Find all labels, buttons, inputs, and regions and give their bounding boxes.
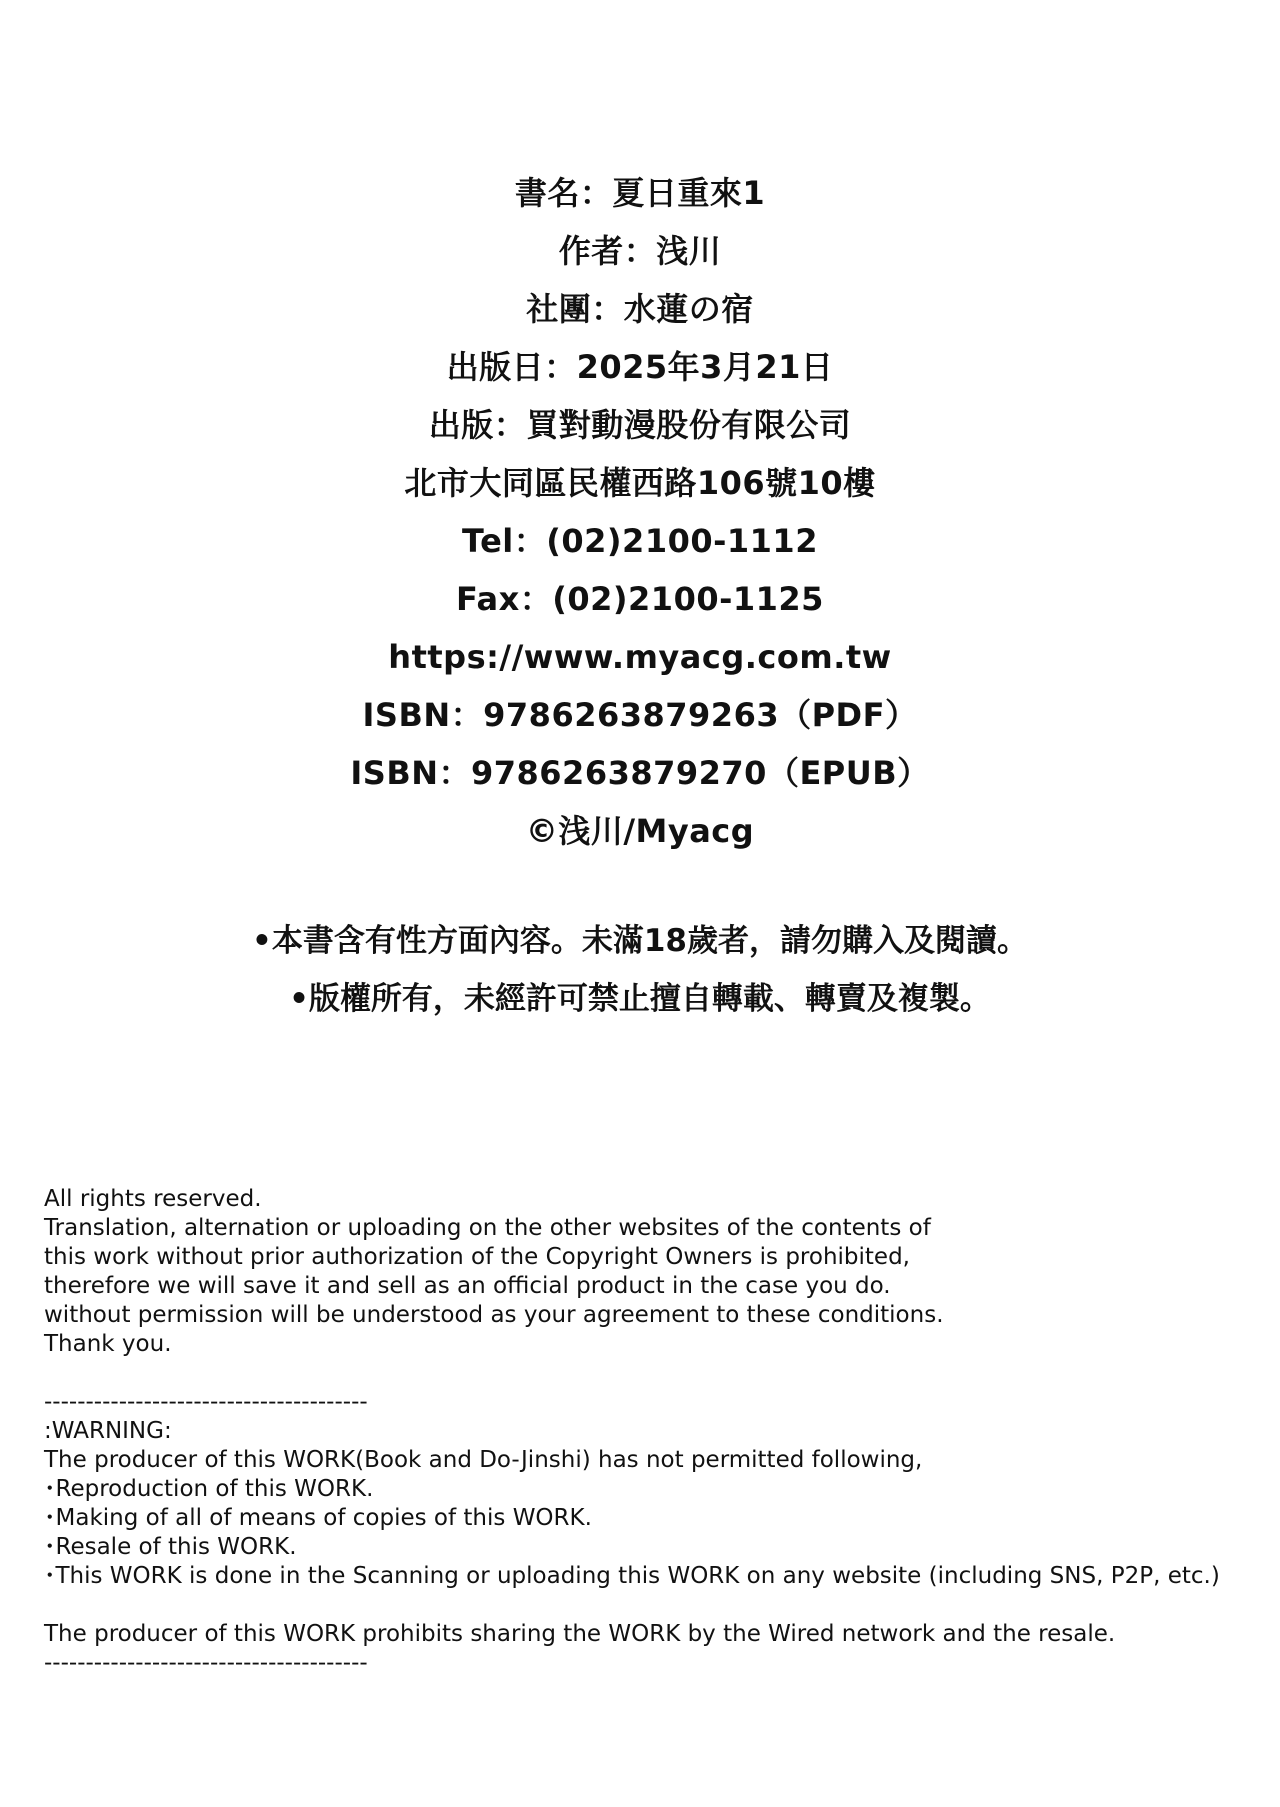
isbn-epub: ISBN：9786263879270（EPUB）	[350, 754, 930, 792]
separator-top: ---------------------------------------	[44, 1389, 368, 1415]
colophon	[0, 164, 1280, 860]
rights-line: therefore we will save it and sell as an official product in the case you do.	[44, 1273, 891, 1299]
warning-item: ･Making of all of means of copies of this WORK.	[44, 1505, 592, 1531]
website-url: https://www.myacg.com.tw	[388, 638, 892, 676]
warning-item: ･This WORK is done in the Scanning or uploading this WORK on any website (including SNS, P2P, etc.)	[44, 1563, 1220, 1589]
circle: 社團：水蓮の宿	[526, 290, 754, 328]
rights-line: without permission will be understood as your agreement to these conditions.	[44, 1302, 944, 1328]
fax: Fax：(02)2100-1125	[456, 580, 824, 618]
telephone: Tel：(02)2100-1112	[462, 522, 818, 560]
publisher: 出版：買對動漫股份有限公司	[428, 406, 852, 444]
warning-item: ･Resale of this WORK.	[44, 1534, 297, 1560]
content-notices	[0, 912, 1280, 1028]
spacer	[44, 1359, 1264, 1388]
rights-line: All rights reserved.	[44, 1186, 262, 1212]
rights-line: this work without prior authorization of the Copyright Owners is prohibited,	[44, 1244, 910, 1270]
warning-item: ･Reproduction of this WORK.	[44, 1476, 374, 1502]
legal-text	[44, 1185, 1264, 1678]
warning-line: The producer of this WORK(Book and Do-Jinshi) has not permitted following,	[44, 1447, 923, 1473]
spacer	[44, 1591, 1264, 1620]
publisher-address: 北市大同區民權西路106號10樓	[404, 464, 876, 502]
separator-bottom: ---------------------------------------	[44, 1650, 368, 1676]
author: 作者：浅川	[558, 232, 722, 270]
closing-statement: The producer of this WORK prohibits sharing the WORK by the Wired network and the resale.	[44, 1621, 1116, 1647]
rights-line: Thank you.	[44, 1331, 172, 1357]
age-restriction-notice: •本書含有性方面內容。未滿18歲者，請勿購入及閱讀。	[252, 923, 1028, 959]
copyright: ©浅川/Myacg	[525, 812, 755, 850]
book-title: 書名：夏日重來1	[514, 174, 766, 212]
isbn-pdf: ISBN：9786263879263（PDF）	[362, 696, 918, 734]
publish-date: 出版日：2025年3月21日	[446, 348, 834, 386]
rights-line: Translation, alternation or uploading on the other websites of the contents of	[44, 1215, 931, 1241]
warning-heading: :WARNING:	[44, 1418, 172, 1444]
reproduction-notice: •版權所有，未經許可禁止擅自轉載、轉賣及複製。	[289, 981, 991, 1017]
